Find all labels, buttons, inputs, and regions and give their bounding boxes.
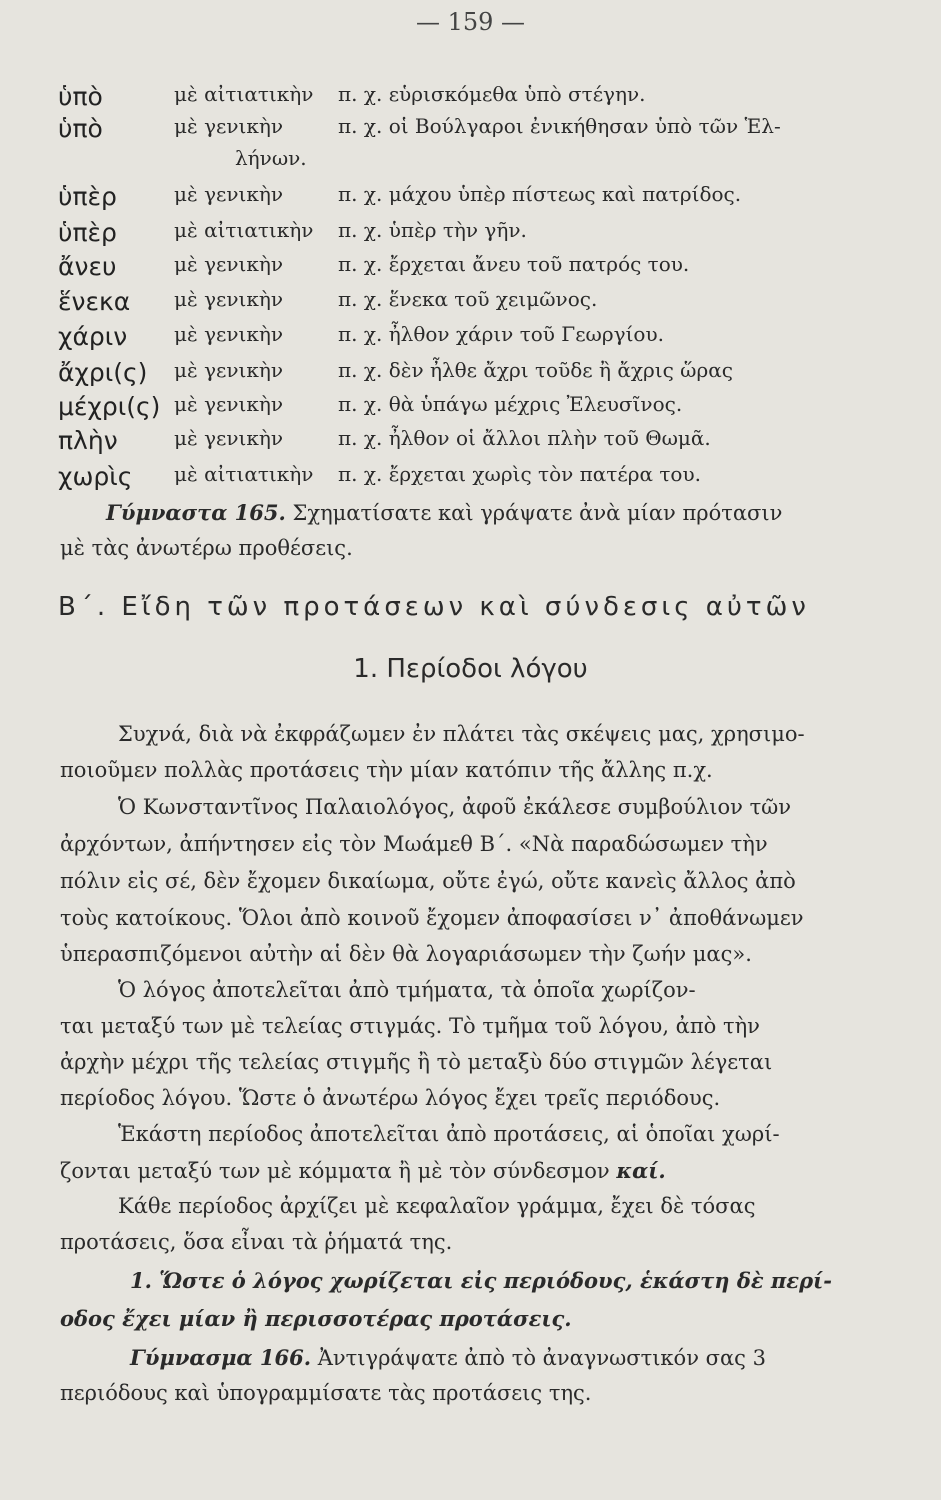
body-line-text: ζονται μεταξύ των μὲ κόμματα ἢ μὲ τὸν σύνδεσμον bbox=[60, 1159, 610, 1183]
preposition-example: π. χ. ἔρχεται ἄνευ τοῦ πατρός του. bbox=[338, 252, 690, 276]
exercise-165-label: Γύμναστα 165. bbox=[106, 500, 286, 525]
exercise-166-continuation: περιόδους καὶ ὑπογραμμίσατε τὰς προτάσεις της. bbox=[60, 1381, 592, 1405]
body-line: ἀρχόντων, ἀπήντησεν εἰς τὸν Μωάμεθ Β΄. «Νὰ παραδώσωμεν τὴν bbox=[60, 832, 768, 856]
preposition-case: μὲ γενικὴν bbox=[174, 287, 284, 311]
preposition-case: μὲ γενικὴν bbox=[174, 426, 284, 450]
preposition-case: μὲ γενικὴν bbox=[174, 114, 284, 138]
preposition-case: μὲ γενικὴν bbox=[174, 392, 284, 416]
preposition-word: ὑπὲρ bbox=[58, 182, 117, 211]
body-line: ἀρχὴν μέχρι τῆς τελείας στιγμῆς ἢ τὸ μεταξὺ δύο στιγμῶν λέγεται bbox=[60, 1050, 773, 1074]
subheading: 1. Περίοδοι λόγου bbox=[353, 654, 588, 684]
preposition-case: μὲ γενικὴν bbox=[174, 322, 284, 346]
body-line: προτάσεις, ὅσα εἶναι τὰ ῥήματά της. bbox=[60, 1230, 453, 1254]
preposition-example: π. χ. ἕνεκα τοῦ χειμῶνος. bbox=[338, 287, 598, 311]
preposition-case: μὲ αἰτιατικὴν bbox=[174, 462, 314, 486]
body-line: Ἑκάστη περίοδος ἀποτελεῖται ἀπὸ προτάσεις, αἱ ὁποῖαι χωρί- bbox=[118, 1122, 780, 1146]
body-line: ποιοῦμεν πολλὰς προτάσεις τὴν μίαν κατόπιν τῆς ἄλλης π.χ. bbox=[60, 758, 713, 782]
preposition-case: μὲ αἰτιατικὴν bbox=[174, 82, 314, 106]
exercise-166 bbox=[130, 1345, 766, 1370]
body-line: ὑπερασπιζόμενοι αὐτὴν αἱ δὲν θὰ λογαριάσωμεν τὴν ζωήν μας». bbox=[60, 942, 752, 966]
conjunction-kai: καί. bbox=[616, 1158, 666, 1183]
preposition-word: ὑπὸ bbox=[58, 114, 103, 143]
body-line: περίοδος λόγου. Ὥστε ὁ ἀνωτέρω λόγος ἔχει τρεῖς περιόδους. bbox=[60, 1086, 721, 1110]
body-line: Συχνά, διὰ νὰ ἐκφράζωμεν ἐν πλάτει τὰς σκέψεις μας, χρησιμο- bbox=[118, 722, 805, 746]
preposition-example: π. χ. οἱ Βούλγαροι ἐνικήθησαν ὑπὸ τῶν Ἑλ- bbox=[338, 114, 781, 138]
rule-1-line: 1. Ὥστε ὁ λόγος χωρίζεται εἰς περιόδους, ἑκάστη δὲ περί- bbox=[130, 1268, 832, 1293]
body-line: ται μεταξύ των μὲ τελείας στιγμάς. Τὸ τμῆμα τοῦ λόγου, ἀπὸ τὴν bbox=[60, 1014, 760, 1038]
preposition-word: ὑπὸ bbox=[58, 82, 103, 111]
rule-1-continuation: οδος ἔχει μίαν ἢ περισσοτέρας προτάσεις. bbox=[60, 1306, 572, 1331]
preposition-word: ἕνεκα bbox=[58, 287, 131, 316]
preposition-case: μὲ γενικὴν bbox=[174, 252, 284, 276]
preposition-word: πλὴν bbox=[58, 426, 118, 455]
body-line: Ὁ λόγος ἀποτελεῖται ἀπὸ τμήματα, τὰ ὁποῖα χωρίζον- bbox=[118, 978, 696, 1002]
preposition-example: π. χ. ὑπὲρ τὴν γῆν. bbox=[338, 218, 527, 242]
preposition-word: χάριν bbox=[58, 322, 128, 351]
body-line: πόλιν εἰς σέ, δὲν ἔχομεν δικαίωμα, οὔτε ἐγώ, οὔτε κανεὶς ἄλλος ἀπὸ bbox=[60, 869, 796, 893]
body-line: τοὺς κατοίκους. Ὅλοι ἀπὸ κοινοῦ ἔχομεν ἀποφασίσει ν᾽ ἀποθάνωμεν bbox=[60, 906, 804, 930]
preposition-word: ὑπὲρ bbox=[58, 218, 117, 247]
exercise-165-continuation: μὲ τὰς ἀνωτέρω προθέσεις. bbox=[60, 536, 353, 560]
preposition-word: μέχρι(ς) bbox=[58, 392, 161, 421]
preposition-case: μὲ αἰτιατικὴν bbox=[174, 218, 314, 242]
preposition-example: π. χ. θὰ ὑπάγω μέχρις Ἐλευσῖνος. bbox=[338, 392, 683, 416]
preposition-example: π. χ. εὑρισκόμεθα ὑπὸ στέγην. bbox=[338, 82, 646, 106]
preposition-example-continuation: λήνων. bbox=[235, 146, 307, 170]
preposition-example: π. χ. μάχου ὑπὲρ πίστεως καὶ πατρίδος. bbox=[338, 182, 742, 206]
preposition-case: μὲ γενικὴν bbox=[174, 182, 284, 206]
section-heading: Β΄. Εἴδη τῶν προτάσεων καὶ σύνδεσις αὐτῶν bbox=[58, 592, 810, 622]
body-line: Κάθε περίοδος ἀρχίζει μὲ κεφαλαῖον γράμμα, ἔχει δὲ τόσας bbox=[118, 1194, 756, 1218]
exercise-166-label: Γύμνασμα 166. bbox=[130, 1345, 312, 1370]
preposition-example: π. χ. ἔρχεται χωρὶς τὸν πατέρα του. bbox=[338, 462, 701, 486]
page-number: — 159 — bbox=[415, 8, 526, 36]
preposition-example: π. χ. δὲν ἦλθε ἄχρι τοῦδε ἢ ἄχρις ὥρας bbox=[338, 358, 733, 382]
body-line-with-conjunction bbox=[60, 1158, 666, 1183]
exercise-166-text: Ἀντιγράψατε ἀπὸ τὸ ἀναγνωστικόν σας 3 bbox=[317, 1346, 766, 1370]
preposition-example: π. χ. ἦλθον χάριν τοῦ Γεωργίου. bbox=[338, 322, 664, 346]
preposition-word: ἄχρι(ς) bbox=[58, 358, 148, 387]
preposition-example: π. χ. ἦλθον οἱ ἄλλοι πλὴν τοῦ Θωμᾶ. bbox=[338, 426, 711, 450]
exercise-165-text: Σχηματίσατε καὶ γράψατε ἀνὰ μίαν πρότασιν bbox=[292, 501, 783, 525]
preposition-word: χωρὶς bbox=[58, 462, 133, 491]
preposition-case: μὲ γενικὴν bbox=[174, 358, 284, 382]
preposition-word: ἄνευ bbox=[58, 252, 117, 281]
body-line: Ὁ Κωνσταντῖνος Παλαιολόγος, ἀφοῦ ἐκάλεσε συμβούλιον τῶν bbox=[118, 795, 792, 819]
exercise-165 bbox=[106, 500, 782, 525]
